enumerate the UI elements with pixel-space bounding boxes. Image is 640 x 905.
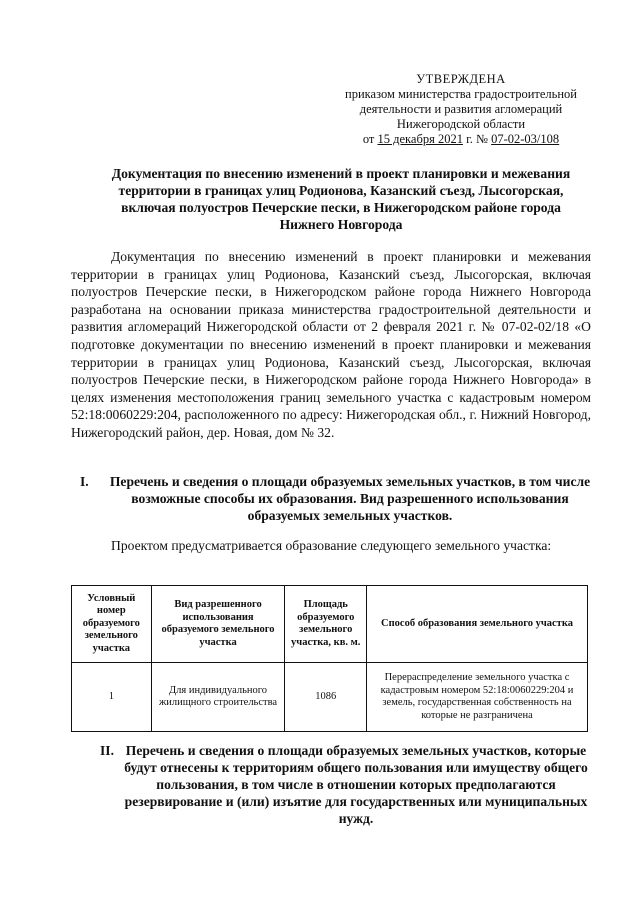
header-permitted-use: Вид разрешенного использования образуемого земельного участка: [151, 586, 285, 663]
approval-date-prefix: от: [362, 132, 378, 146]
section-2-number: II.: [100, 743, 114, 758]
approval-line-2: деятельности и развития агломераций: [359, 102, 563, 116]
cell-permitted-use: Для индивидуального жилищного строительства: [151, 663, 285, 732]
section-1-number: I.: [80, 474, 89, 489]
header-parcel-number: Условный номер образуемого земельного участка: [72, 586, 152, 663]
section-1-title: Перечень и сведения о площади образуемых земельных участков, в том числе возможные способы их образования. Вид разрешенного использования образуемых земельных участков.: [109, 474, 591, 523]
approval-number: 07-02-03/108: [491, 132, 560, 146]
approval-line-1: приказом министерства градостроительной: [345, 87, 577, 101]
section-2-title: Перечень и сведения о площади образуемых земельных участков, которые будут отнесены к территориям общего пользования или имуществу общего пользования, в том числе в отношении которых предполагаются резервирование и (или) изъятие для государственных или муниципальных нужд.: [124, 743, 588, 826]
table-row: [72, 663, 588, 732]
document-title: Документация по внесению изменений в проект планировки и межевания территории в границах улиц Родионова, Казанский съезд, Лысогорская, включая полуостров Печерские пески, в Нижегородском районе города Нижнего Новгорода: [111, 166, 571, 232]
table-header-row: [72, 586, 588, 663]
cell-parcel-number: 1: [72, 663, 152, 732]
approval-stamp: [318, 72, 604, 147]
approval-date-line: [318, 132, 604, 147]
approval-date: 15 декабря 2021: [377, 132, 463, 146]
approval-year-suffix: г. №: [462, 132, 492, 146]
header-formation-method: Способ образования земельного участка: [367, 586, 588, 663]
header-area: Площадь образуемого земельного участка, кв. м.: [285, 586, 367, 663]
intro-paragraph: Документация по внесению изменений в проект планировки и межевания территории в границах улиц Родионова, Казанский съезд, Лысогорская, включая полуостров Печерские пески, в Нижегородском районе города Нижнего Новгорода разработана на основании приказа министерства градостроительной деятельности и развития агломераций Нижегородской области от 2 февраля 2021 г. № 07-02-02/18 «О подготовке документации по внесению изменений в проект планировки и межевания территории в границах улиц Родионова, Казанский съезд, Лысогорская, включая полуостров Печерские пески, в Нижегородском районе города Нижнего Новгорода» в целях изменения местоположения границ земельного участка с кадастровым номером 52:18:0060229:204, расположенного по адресу: Нижегородская обл., г. Нижний Новгород, Нижегородский район, дер. Новая, дом № 32.: [71, 249, 591, 440]
approval-title: УТВЕРЖДЕНА: [416, 72, 506, 86]
section-1-heading: [80, 473, 600, 524]
project-paragraph: Проектом предусматривается образование следующего земельного участка:: [111, 538, 552, 553]
approval-line-3: Нижегородской области: [396, 117, 526, 131]
parcels-table: [71, 585, 588, 732]
cell-area: 1086: [285, 663, 367, 732]
cell-formation-method: Перераспределение земельного участка с кадастровым номером 52:18:0060229:204 и земель, государственная собственность на которые не разграничена: [367, 663, 588, 732]
section-2-heading: [92, 742, 592, 827]
